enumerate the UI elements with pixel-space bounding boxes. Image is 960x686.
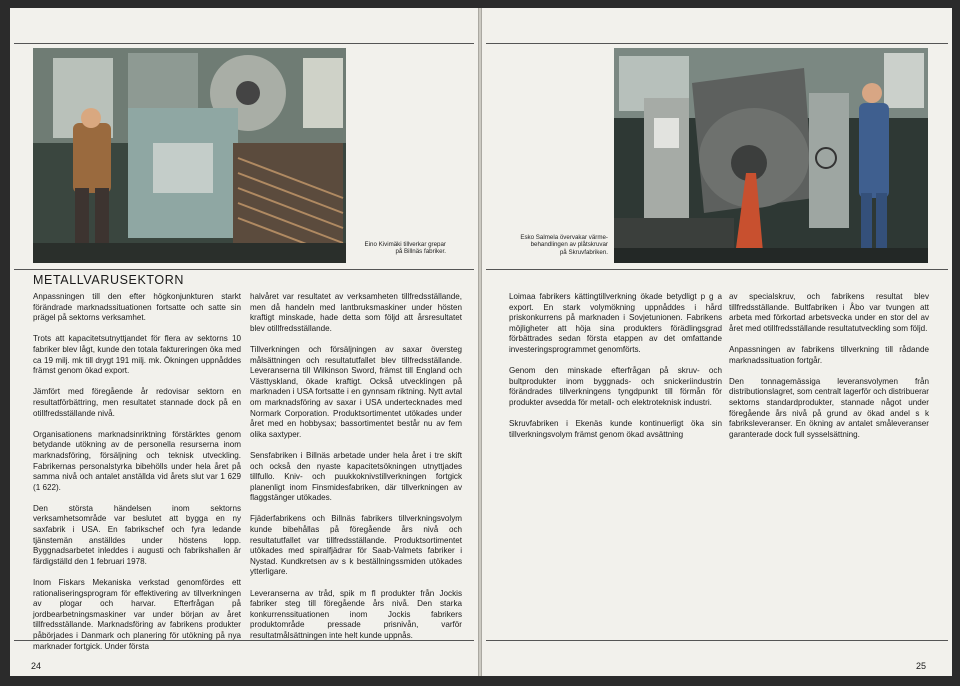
caption-line: Esko Salmela övervakar värme- <box>520 234 608 241</box>
paragraph: Den största händelsen inom sektorns verksamhetsområde var beslutet att bygga en ny saxfabrik i USA. En fabrikschef och fyra ledande tjänstemän anställdes under höstens lopp. Byggnadsarbetet inleddes i augusti och fabrikshallen är färdigställd den 1 februari 1978. <box>33 503 241 566</box>
bottom-rule <box>14 640 474 641</box>
paragraph: Den tonnagemässiga leveransvolymen från distributionslagret, som centralt lagerför och distribuerar sektorns standardprodukter, stannade något under föregående års nivå på grund av ökad andel s k fabriksleveranser. En ökning av antalet småleveranser garanterade dock full sysselsättning. <box>729 376 929 439</box>
machine-worker-illustration <box>33 48 346 263</box>
factory-photo-right <box>614 48 928 263</box>
paragraph: Leveranserna av tråd, spik m fl produkter från Jockis fabriker steg till föregående års nivå. Den starka konkurrenssituationen inom Jockis fabrikers produktområde pressade prisnivån, varför resultatmålsättningen inte helt kunde uppnås. <box>250 588 462 640</box>
caption-line: på Skruvfabriken. <box>559 248 608 256</box>
section-title: METALLVARUSEKTORN <box>33 273 184 287</box>
caption-line: Eino Kivimäki tillverkar grepar <box>364 241 446 248</box>
paragraph: Skruvfabriken i Ekenäs kunde kontinuerligt öka sin tillverkningsvolym främst genom ökad avsättning <box>509 419 722 439</box>
paragraph: Loimaa fabrikers kättingtillverkning ökade betydligt p g a export. En stark volymökning uppnåddes i hård priskonkurrens på marknaden i Sovjetunionen. Fabrikens möjligheter att höja sina produkters förädlingsgrad förbättrades sedan första etappen av det omfattande investeringsprogrammet genomförts. <box>509 292 722 354</box>
factory-photo-left <box>33 48 346 263</box>
page-number: 25 <box>916 661 927 671</box>
paragraph: Tillverkningen och försäljningen av saxar översteg målsättningen och resultatutfallet blev tillfredsställande. Leveranserna till Wilkinson Sword, främst till England och Västtyskland, ökade kraftigt. Också utvecklingen på marknaden i USA fortsatte i en gynnsam riktning. Nytt avtal om marknadsföring av saxar i USA undertecknades med Normark Corporation. Produktsortimentet utökades under året med en hobbysax; bassortimentet består nu av fem olika saxtyper. <box>250 344 462 439</box>
bottom-rule <box>486 640 948 641</box>
left-page <box>10 8 478 676</box>
text-column-1 <box>509 292 722 451</box>
section-rule <box>14 269 474 270</box>
caption-line: på Billnäs fabriker. <box>395 248 446 256</box>
text-column-2 <box>729 292 929 451</box>
paragraph: Fjäderfabrikens och Billnäs fabrikers tillverkningsvolym kunde bibehållas på föregående års nivå och resultatutfallet var tillfredsställande. Produktsortimentet utökades med spiralfjädrar för Saab-Valmets fabriker i Nystad. Kundkretsen av s k beställningssmiden utökades ytterligare. <box>250 514 462 577</box>
paragraph: Genom den minskade efterfrågan på skruv- och bultprodukter inom byggnads- och snickeriindustrin förändrades tillverkningens tyngdpunkt till förmån för produkter avsedda för metall- och elektroteknisk industri. <box>509 366 722 407</box>
text-column-2 <box>250 292 462 652</box>
paragraph: halvåret var resultatet av verksamheten tillfredsställande, men då handeln med lantbruksmaskiner under hösten kraftigt minskade, hade detta som följd att årsresultatet blev otillfredsställande. <box>250 292 462 333</box>
page-number: 24 <box>31 661 42 671</box>
paragraph: Anpassningen till den efter högkonjunkturen starkt förändrade marknadssituationen fortsatte och satte sin prägel på sektorns verksamhet. <box>33 292 241 323</box>
paragraph: Jämfört med föregående år redovisar sektorn en resultatförbättring, men resultatet stannade dock på en otillfredsställande nivå. <box>33 387 241 418</box>
photo-caption-left <box>310 241 446 256</box>
top-rule <box>486 43 948 44</box>
caption-line: behandlingen av plåtskruvar <box>530 241 608 249</box>
furnace-worker-illustration <box>614 48 928 263</box>
top-rule <box>14 43 474 44</box>
paragraph: Organisationens marknadsinriktning förstärktes genom betydande utökning av de personella resurserna inom marknadsföring, försäljning och teknisk utveckling. Fabrikernas personalstyrka bibehölls under hela året på samma nivå och antalet anställda vid årets slut var 1 629 (1 622). <box>33 429 241 492</box>
paragraph: Anpassningen av fabrikens tillverkning till rådande marknadssituation fortgår. <box>729 344 929 365</box>
paragraph: Trots att kapacitetsutnyttjandet för flera av sektorns 10 fabriker blev lågt, kunde den totala faktureringen öka med ca 19 milj. mk till drygt 191 milj. mk. Ökningen uppnåddes främst genom ökad export. <box>33 334 241 376</box>
text-column-1 <box>33 292 241 663</box>
photo-caption-right <box>472 234 608 256</box>
right-page <box>482 8 952 676</box>
paragraph: av specialskruv, och fabrikens resultat blev tillfredsställande. Bultfabriken i Åbo var tvungen att arbeta med förkortad arbetsvecka under en stor del av året med otillfredsställande resultatutveckling som följd. <box>729 292 929 333</box>
paragraph: Inom Fiskars Mekaniska verkstad genomfördes ett rationaliseringsprogram för effektivering av tillverkningen av plogar och harvar. Efterfrågan på jordbearbetningsmaskiner var under början av året tillfredsställande. Marknadsföring av fabrikens produkter påbörjades i Danmark och planering för utökning på nya marknader fortgick. Under första <box>33 578 241 651</box>
paragraph: Sensfabriken i Billnäs arbetade under hela året i tre skift och också den nyaste kapacitetsökningen utnyttjades tillfullo. Kniv- och puukkoknivstillverkningen fortgick planenligt inom Finsmidesfabriken, där tillverkningen av flaggstänger utökades. <box>250 450 462 503</box>
section-rule <box>486 269 948 270</box>
